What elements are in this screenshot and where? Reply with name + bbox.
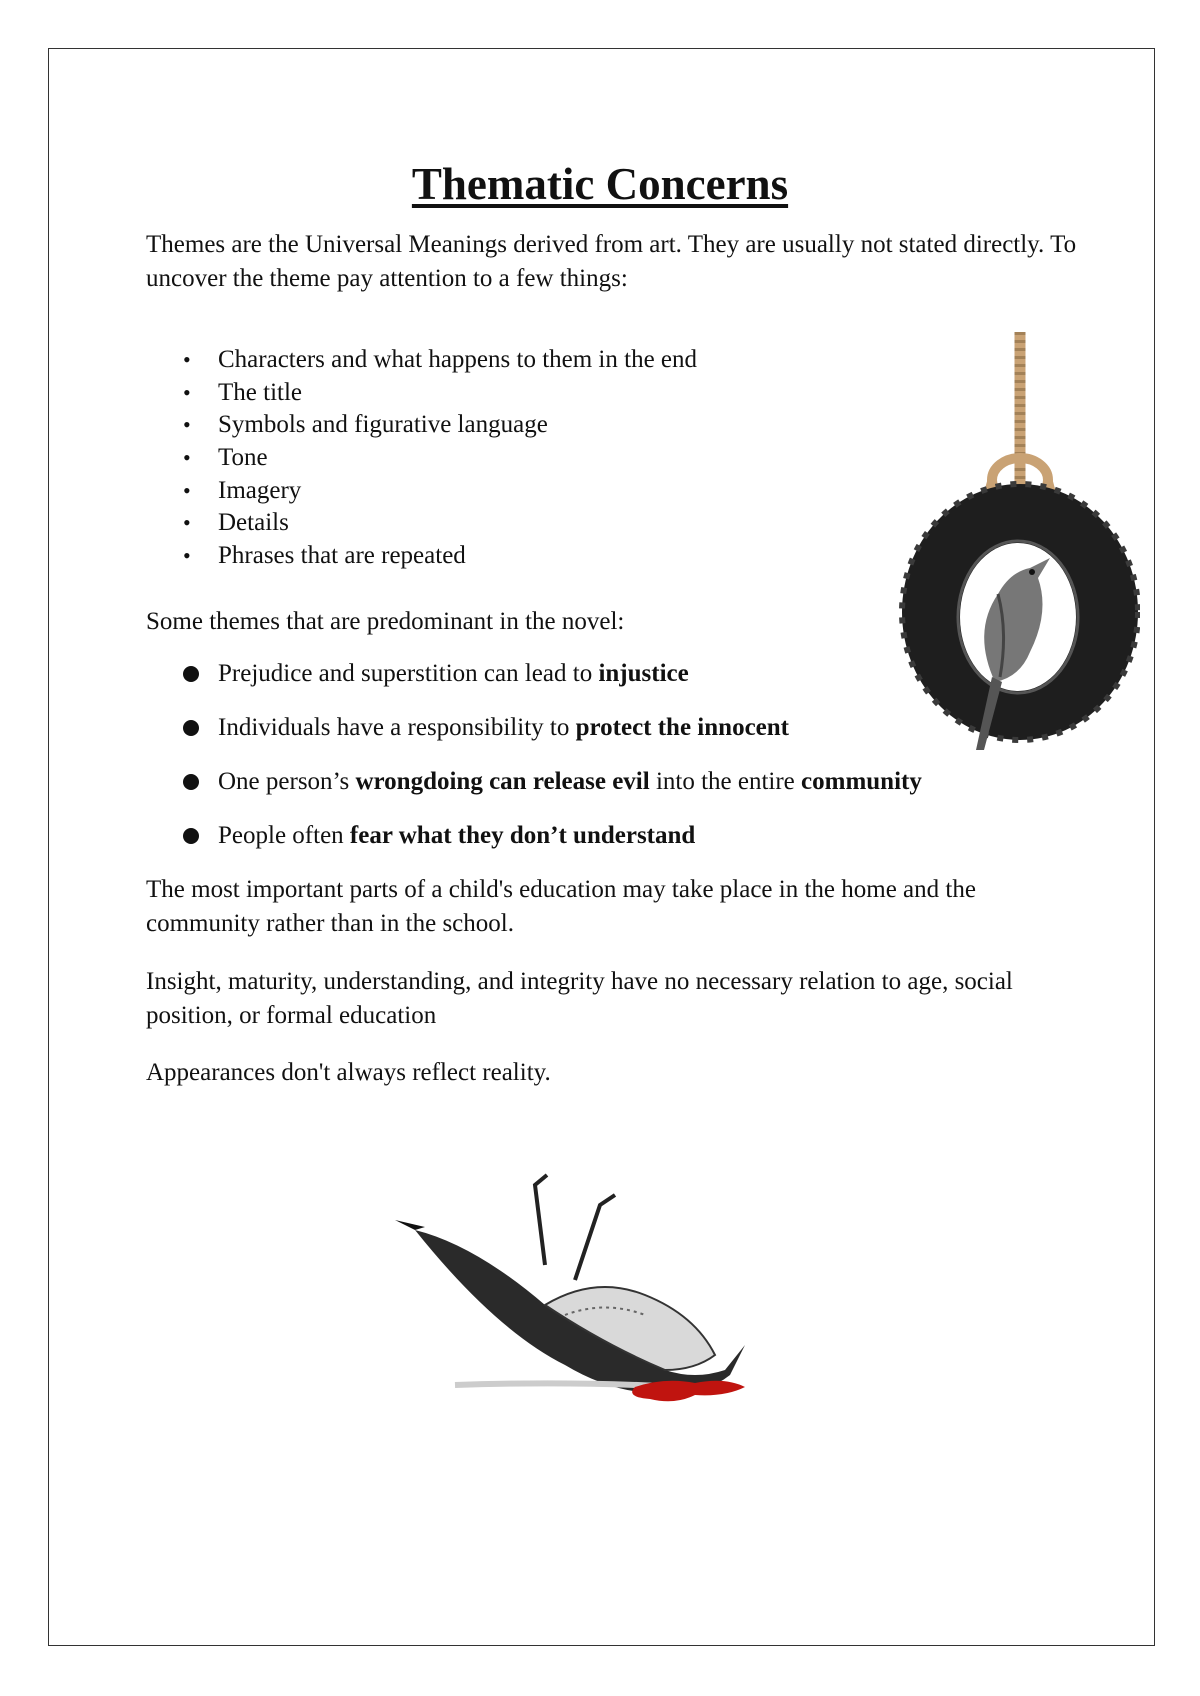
list-item: • The title: [146, 377, 697, 410]
theme-emphasis: injustice: [598, 660, 689, 687]
themes-heading: Some themes that are predominant in the novel:: [146, 608, 625, 635]
paragraph-appearances: Appearances don't always reflect reality.: [146, 1059, 551, 1086]
theme-item: [146, 657, 922, 711]
dead-mockingbird-illustration: [395, 1165, 815, 1435]
bullet-dot: [183, 828, 199, 844]
list-item: • Tone: [146, 442, 697, 475]
theme-emphasis: community: [801, 768, 922, 795]
theme-emphasis: fear what they don’t understand: [349, 822, 696, 849]
theme-text: into the entire: [649, 768, 802, 795]
paragraph-education: The most important parts of a child's education may take place in the home and the community rather than in the school.: [146, 876, 976, 937]
attention-list: [146, 344, 697, 573]
theme-emphasis: wrongdoing can release evil: [355, 768, 650, 795]
theme-text: Individuals have a responsibility to: [218, 714, 576, 741]
theme-text: People often: [218, 822, 350, 849]
bullet-dot: [183, 720, 199, 736]
intro-paragraph: Themes are the Universal Meanings derived from art. They are usually not stated directly. To uncover the theme pay attention to a few things:: [146, 231, 1077, 292]
theme-item: [146, 819, 922, 873]
dead-bird-icon: [395, 1175, 745, 1393]
list-item: • Details: [146, 507, 697, 540]
themes-list: [146, 657, 922, 873]
paragraph-insight: Insight, maturity, understanding, and integrity have no necessary relation to age, social position, or formal education: [146, 968, 1013, 1029]
bullet-dot: [183, 666, 199, 682]
page-title: Thematic Concerns: [411, 159, 789, 209]
list-item: • Symbols and figurative language: [146, 409, 697, 442]
theme-text: One person’s: [218, 768, 356, 795]
blood-pool-icon: [632, 1381, 745, 1402]
theme-item: [146, 765, 922, 819]
list-item: • Characters and what happens to them in the end: [146, 344, 697, 377]
theme-text: Prejudice and superstition can lead to: [218, 660, 599, 687]
theme-item: [146, 711, 922, 765]
theme-emphasis: protect the innocent: [575, 714, 789, 741]
list-item: • Phrases that are repeated: [146, 540, 697, 573]
bullet-dot: [183, 774, 199, 790]
tire-swing-illustration: [880, 332, 1140, 752]
list-item: • Imagery: [146, 475, 697, 508]
